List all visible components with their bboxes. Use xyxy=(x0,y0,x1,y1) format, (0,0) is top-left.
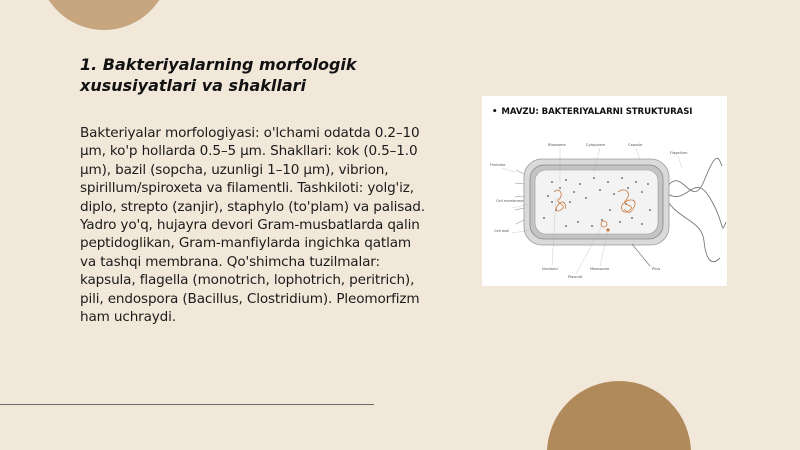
label-nucleoid: Nucleoid xyxy=(542,267,558,271)
figure-title-text: MAVZU: BAKTERIYALARNI STRUKTURASI xyxy=(501,107,693,117)
mesosome xyxy=(606,228,609,231)
bacteria-structure-figure xyxy=(482,96,727,286)
decorative-circle-top xyxy=(38,0,170,30)
label-plasmid: Plasmid xyxy=(568,275,583,279)
flagellum xyxy=(668,158,722,191)
label-cell-membrane: Cell membrane xyxy=(496,199,524,203)
label-mesosome: Mesosome xyxy=(590,267,610,271)
label-ribosome: Ribosome xyxy=(548,143,566,147)
slide-body-text: Bakteriyalar morfologiyasi: o'lchami odatda 0.2–10 µm, ko'p hollarda 0.5–5 µm. Shakllari: kok (0.5–1.0 µm), bazil (sopcha, uzunligi 1–10 µm), vibrion, spirillum/spiroxeta va filamentli. Tashkiloti: yolg'iz, diplo, strepto (zanjir), staphylo (to'plam) va palisad. Yadro yo'q, hujayra devori Gram-musbatlarda qalin peptidoglikan, Gram-manfiylarda ingichka qatlam va tashqi membrana. Qo'shimcha tuzilmalar: kapsula, flagella (monotrich, lophotrich, peritrich), pili, endospora (Bacillus, Clostridium). Pleomorfizm ham uchraydi. xyxy=(80,125,425,326)
fimbriae xyxy=(515,170,524,224)
divider-line xyxy=(0,404,374,405)
label-cell-wall: Cell wall xyxy=(494,229,509,233)
bacterial-cell-diagram xyxy=(482,126,727,286)
flagellum xyxy=(668,202,720,262)
label-pilus: Pilus xyxy=(652,267,661,271)
figure-title xyxy=(492,107,692,117)
decorative-circle-bottom xyxy=(547,381,691,450)
label-flagellum: Flagellum xyxy=(670,151,688,155)
slide-title: 1. Bakteriyalarning morfologik xususiyatlari va shakllari xyxy=(80,55,357,95)
cytoplasm xyxy=(535,170,658,234)
flagellum xyxy=(668,187,726,228)
label-fimbriae: Fimbriae xyxy=(490,163,506,167)
label-capsule: Capsule xyxy=(628,143,643,147)
bullet-icon: • xyxy=(492,107,498,117)
pilus xyxy=(632,244,650,266)
label-cytoplasm: Cytoplasm xyxy=(586,143,606,147)
